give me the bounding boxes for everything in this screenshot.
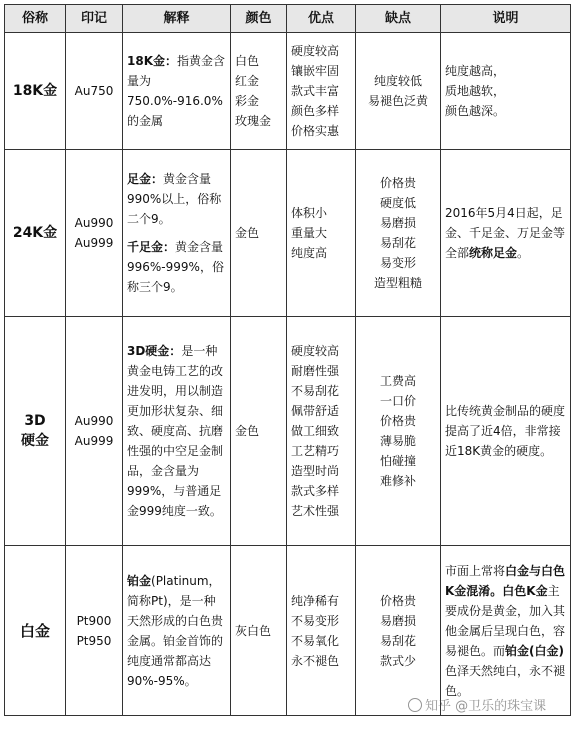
row-name	[5, 317, 66, 546]
note-text: 2016年5月4日起，足金、千足金、万足金等全部	[445, 206, 566, 260]
row-mark: Au750	[66, 33, 123, 150]
table-row	[5, 546, 571, 716]
header-cell: 印记	[66, 5, 123, 33]
header-cell: 缺点	[356, 5, 441, 33]
note-text-end: 。	[517, 246, 530, 260]
explanation-title: 足金：	[127, 172, 164, 186]
row-name: 24K金	[5, 150, 66, 317]
header-cell: 说明	[441, 5, 571, 33]
note-bold: 白金与白色K金混淆。白色K金	[445, 563, 566, 598]
table-row	[5, 150, 571, 317]
row-pros: 纯净稀有 不易变形 不易氧化 永不褪色	[287, 546, 356, 716]
header-cell: 解释	[123, 5, 231, 33]
row-explanation	[123, 150, 231, 317]
row-explanation	[123, 33, 231, 150]
row-note: 纯度越高， 质地越软， 颜色越深。	[441, 33, 571, 150]
row-note: 比传统黄金制品的硬度提高了近4倍，非常接近18K黄金的硬度。	[441, 317, 571, 546]
row-cons: 纯度较低 易褪色泛黄	[356, 33, 441, 150]
header-cell: 优点	[287, 5, 356, 33]
table-row	[5, 33, 571, 150]
watermark	[408, 695, 546, 714]
explanation-text: 指黄金含量为750.0%-916.0%的金属	[127, 54, 226, 128]
note-bold-2: 铂金(白金)	[505, 643, 564, 658]
note-text-3: 色泽天然纯白，永不褪色。	[445, 663, 566, 698]
row-pros: 硬度较高 镶嵌牢固 款式丰富 颜色多样 价格实惠	[287, 33, 356, 150]
row-name: 18K金	[5, 33, 66, 150]
explanation-title: 18K金：	[127, 54, 177, 68]
row-name: 白金	[5, 546, 66, 716]
explanation-title-2: 千足金：	[127, 240, 176, 254]
explanation-title: 铂金	[127, 573, 152, 588]
watermark-text: 知乎 @卫乐的珠宝课	[425, 699, 547, 714]
row-cons: 价格贵 易磨损 易刮花 款式少	[356, 546, 441, 716]
row-note	[441, 546, 571, 716]
header-row	[5, 5, 571, 33]
row-mark: Au990 Au999	[66, 150, 123, 317]
header-cell: 颜色	[231, 5, 287, 33]
explanation-text: (Platinum，简称Pt)，是一种天然形成的白色贵金属。铂金首饰的纯度通常都高达90%-95%。	[127, 573, 224, 688]
row-pros: 体积小 重量大 纯度高	[287, 150, 356, 317]
row-color: 金色	[231, 150, 287, 317]
row-cons: 价格贵 硬度低 易磨损 易刮花 易变形 造型粗糙	[356, 150, 441, 317]
note-text-2: 主要成份是黄金，加入其他金属后呈现白色，容易褪色。而	[445, 583, 566, 658]
row-mark: Au990 Au999	[66, 317, 123, 546]
row-explanation	[123, 317, 231, 546]
zhihu-logo-icon	[408, 698, 422, 712]
row-explanation	[123, 546, 231, 716]
row-mark: Pt900 Pt950	[66, 546, 123, 716]
row-note	[441, 150, 571, 317]
explanation-text: 黄金含量990%以上，俗称二个9。	[127, 172, 222, 226]
row-name-text: 3D硬金	[21, 413, 49, 449]
note-text: 市面上常将	[445, 563, 506, 578]
row-color: 白色 红金 彩金 玫瑰金	[231, 33, 287, 150]
row-color: 金色	[231, 317, 287, 546]
note-bold: 统称足金	[469, 246, 518, 260]
table-row	[5, 317, 571, 546]
explanation-title: 3D硬金：	[127, 344, 182, 358]
row-pros: 硬度较高 耐磨性强 不易刮花 佩带舒适 做工细致 工艺精巧 造型时尚 款式多样 艺术性强	[287, 317, 356, 546]
gold-comparison-table	[4, 4, 571, 716]
row-color: 灰白色	[231, 546, 287, 716]
header-cell: 俗称	[5, 5, 66, 33]
explanation-text: 是一种黄金电铸工艺的改进发明，用以制造更加形状复杂、细致、硬度高、抗磨性强的中空足金制品，金含量为999%，与普通足金999纯度一致。	[127, 344, 224, 518]
row-cons: 工费高 一口价 价格贵 薄易脆 怕碰撞 难修补	[356, 317, 441, 546]
explanation-text-2: 黄金含量996%-999%，俗称三个9。	[127, 240, 224, 294]
